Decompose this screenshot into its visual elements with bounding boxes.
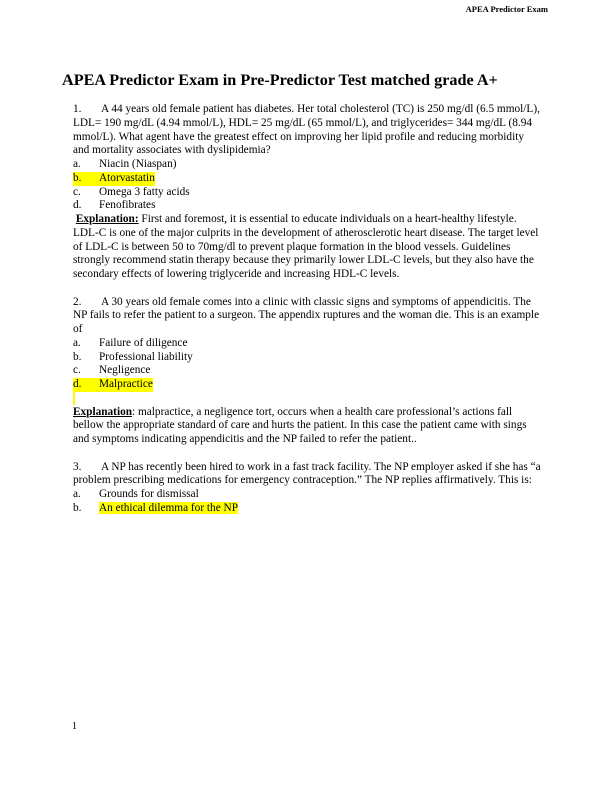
- option-b: b. Professional liability: [73, 350, 193, 363]
- question-2: [73, 296, 543, 447]
- option-a: a. Failure of diligence: [73, 336, 188, 349]
- option-c: c. Negligence: [73, 364, 151, 377]
- question-1: [73, 103, 543, 282]
- question-text: A NP has recently been hired to work in a fast track facility. The NP employer asked if she has “a problem prescribing medications for emergency contraception.” The NP replies affirmatively. This is:: [73, 460, 541, 487]
- question-stem: [73, 461, 543, 489]
- question-stem: [73, 103, 543, 158]
- question-text: A 30 years old female comes into a clinic with classic signs and symptoms of appendicitis. The NP fails to refer the patient to a surgeon. The appendix ruptures and the woman die. This is an example of: [73, 295, 540, 335]
- explanation: [73, 213, 543, 282]
- explanation-label: Explanation:: [75, 213, 139, 225]
- question-3: [73, 461, 543, 516]
- explanation: [73, 406, 543, 447]
- question-number: 1.: [73, 103, 82, 115]
- spacer: [73, 282, 543, 296]
- question-number: 2.: [73, 295, 82, 308]
- option-c: c. Omega 3 fatty acids: [73, 185, 190, 198]
- option-a: a. Niacin (Niaspan): [73, 158, 177, 170]
- page-title: APEA Predictor Exam in Pre-Predictor Test matched grade A+: [62, 71, 498, 89]
- highlight-stub: [73, 392, 543, 406]
- document-body: [73, 103, 543, 516]
- option-b-highlighted: b. Atorvastatin: [73, 171, 155, 184]
- spacer: [73, 447, 543, 461]
- explanation-label: Explanation: [73, 405, 133, 418]
- option-d: d. Fenofibrates: [73, 199, 156, 212]
- question-number: 3.: [73, 460, 82, 473]
- option-b: b. An ethical dilemma for the NP: [73, 501, 238, 514]
- running-header: APEA Predictor Exam: [465, 4, 548, 14]
- option-a: a. Grounds for dismissal: [73, 488, 199, 500]
- explanation-text: : malpractice, a negligence tort, occurs when a health care professional’s actions fall bellow the appropriate standard of care and hurts the patient. In this case the patient came with sings and symptoms indicating appendicitis and the NP failed to refer the patient..: [73, 405, 527, 445]
- question-text: A 44 years old female patient has diabetes. Her total cholesterol (TC) is 250 mg/dl (6.5 mmol/L), LDL= 190 mg/dL (4.94 mmol/L), HDL= 25 mg/dL (65 mmol/L), and triglycerides= 344 mg/dL (8.94 mmol/L). What agent have the greatest effect on improving her lipid profile and reducing morbidity and mortality associates with dyslipidemia?: [73, 103, 540, 157]
- option-d-highlighted: d. Malpractice: [73, 378, 153, 390]
- page-number: 1: [72, 721, 77, 732]
- option-b-highlighted-text: An ethical dilemma for the NP: [99, 501, 238, 514]
- question-stem: [73, 296, 543, 337]
- explanation-text: First and foremost, it is essential to educate individuals on a heart-healthy lifestyle. LDL-C is one of the major culprits in the development of atherosclerotic heart disease. The target level of LDL-C is between 50 to 70mg/dl to prevent plaque formation in the blood vessels. Guidelines strongly recommend statin therapy because they primarily lower LDL-C levels, but they also have the secondary effects of lowering triglyceride and increasing HDL-C levels.: [73, 213, 539, 280]
